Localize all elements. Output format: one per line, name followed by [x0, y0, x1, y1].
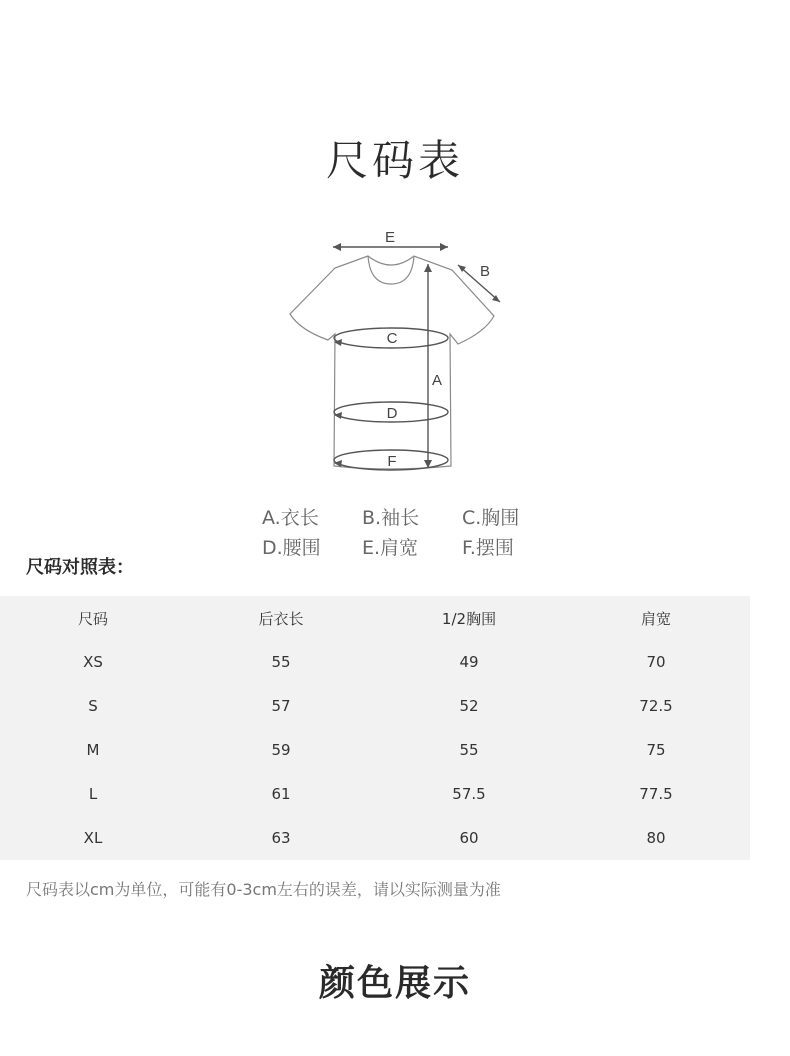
table-cell: 60	[459, 829, 479, 847]
table-row	[0, 684, 750, 728]
table-cell: 57	[271, 697, 291, 715]
table-cell: S	[88, 697, 98, 715]
legend-item: A.衣长	[262, 507, 319, 529]
column-header: 1/2胸围	[441, 609, 497, 628]
label-d: D	[386, 405, 398, 422]
legend-item: E.肩宽	[362, 537, 419, 559]
table-row	[0, 728, 750, 772]
size-table-grid	[0, 596, 750, 860]
table-cell: 80	[646, 829, 666, 847]
legend-row	[262, 503, 562, 533]
legend-item: B.袖长	[362, 507, 420, 529]
table-cell: 77.5	[639, 785, 673, 803]
label-b: B	[479, 263, 491, 280]
table-cell: 59	[271, 741, 291, 759]
column-header: 肩宽	[640, 609, 671, 628]
table-row	[0, 772, 750, 816]
label-f: F	[387, 453, 397, 470]
table-cell: L	[88, 785, 98, 803]
measurement-note: 尺码表以cm为单位，可能有0-3cm左右的误差，请以实际测量为准	[26, 880, 501, 899]
legend-item: F.摆围	[462, 537, 514, 559]
legend-item: C.胸围	[462, 507, 520, 529]
page-title: 尺码表	[325, 136, 464, 185]
table-cell: 55	[271, 653, 291, 671]
table-cell: XS	[83, 653, 103, 671]
table-cell: 49	[459, 653, 479, 671]
table-cell: 57.5	[452, 785, 486, 803]
column-header: 后衣长	[258, 609, 304, 628]
size-chart-heading: 尺码对照表：	[26, 557, 134, 578]
measurement-legend	[262, 503, 562, 563]
table-cell: 61	[271, 785, 291, 803]
size-table	[0, 596, 750, 860]
color-section-title: 颜色展示	[318, 963, 471, 1004]
table-cell: 70	[646, 653, 666, 671]
label-e: E	[384, 229, 396, 246]
table-cell: 75	[646, 741, 666, 759]
table-cell: 52	[459, 697, 479, 715]
tshirt-measurement-diagram	[280, 222, 510, 482]
label-c: C	[386, 330, 398, 347]
table-cell: 72.5	[639, 697, 673, 715]
column-header: 尺码	[77, 609, 108, 628]
legend-row	[262, 533, 562, 563]
table-row	[0, 816, 750, 860]
table-row	[0, 640, 750, 684]
table-cell: 63	[271, 829, 291, 847]
tshirt-diagram-svg	[280, 222, 510, 482]
table-cell: M	[86, 741, 100, 759]
table-header-row	[0, 596, 750, 640]
legend-item: D.腰围	[262, 537, 321, 559]
tshirt-outline	[290, 256, 494, 469]
label-a: A	[431, 372, 443, 389]
table-cell: 55	[459, 741, 479, 759]
table-cell: XL	[83, 829, 103, 847]
